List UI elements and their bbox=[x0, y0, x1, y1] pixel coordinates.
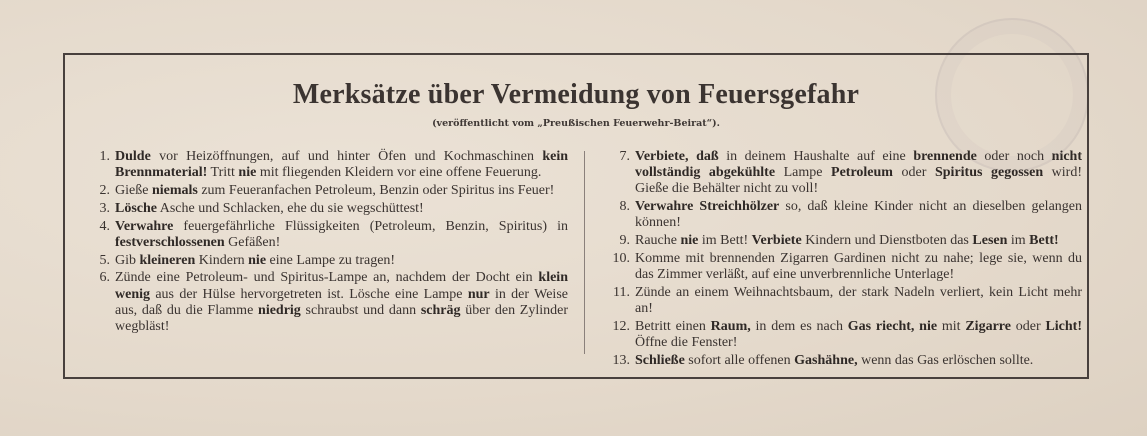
rule-segment: aus der Hülse hervorgetreten ist. Lösche eine Lampe bbox=[150, 286, 468, 302]
rule-emphasis: nie bbox=[680, 233, 699, 249]
rule-item bbox=[81, 253, 568, 269]
rule-text bbox=[115, 219, 568, 251]
rule-emphasis: nie bbox=[248, 252, 267, 268]
rule-item bbox=[81, 149, 568, 181]
rule-item bbox=[81, 183, 568, 199]
rule-text bbox=[635, 199, 1082, 231]
rule-segment: in deinem Haushalte auf eine bbox=[718, 149, 914, 164]
rule-number: 2. bbox=[99, 183, 110, 198]
rule-item bbox=[601, 251, 1082, 283]
rule-text bbox=[635, 233, 1082, 249]
rule-segment: zum Feueranfachen Petroleum, Benzin oder Spiritus ins Feuer! bbox=[197, 183, 555, 198]
rule-text bbox=[115, 149, 568, 181]
rule-emphasis: Spiritus gegossen bbox=[934, 165, 1044, 181]
rule-segment: in der Weise aus, daß du die Flamme bbox=[115, 286, 568, 318]
rule-text bbox=[115, 183, 568, 199]
rule-emphasis: Gas riecht, nie bbox=[847, 319, 938, 334]
rule-number: 8. bbox=[619, 199, 630, 215]
rule-emphasis: schräg bbox=[420, 302, 461, 318]
rule-emphasis: Schließe bbox=[635, 353, 685, 368]
rule-segment: vor Heizöffnungen, auf und hinter Öfen und Kochmaschinen bbox=[150, 149, 543, 164]
rule-item bbox=[601, 199, 1082, 231]
rule-emphasis: Verbiete bbox=[751, 233, 802, 249]
rule-emphasis: Lesen bbox=[972, 233, 1008, 249]
rule-segment: Betritt einen bbox=[635, 319, 711, 334]
rule-number: 10. bbox=[612, 251, 630, 266]
document-subtitle: (veröffentlicht vom „Preußischen Feuerwehr-Beirat“). bbox=[432, 118, 720, 129]
rule-emphasis: Gashähne, bbox=[794, 353, 858, 368]
rule-emphasis: Petroleum bbox=[831, 165, 893, 181]
rules-column-left bbox=[81, 149, 568, 337]
rule-emphasis: brennende bbox=[913, 149, 977, 164]
rule-emphasis: Verwahre Streichhölzer bbox=[635, 199, 780, 215]
rule-emphasis: Bett! bbox=[1029, 233, 1059, 249]
rule-segment: in dem es nach bbox=[750, 319, 848, 334]
rule-emphasis: kein Brennmaterial! bbox=[115, 149, 568, 181]
rule-text bbox=[635, 353, 1082, 369]
rule-text bbox=[635, 285, 1082, 317]
rule-segment: Asche und Schlacken, ehe du sie wegschüttest! bbox=[157, 200, 424, 216]
rule-number: 5. bbox=[99, 252, 110, 268]
rule-item bbox=[81, 219, 568, 251]
rule-segment: Kindern bbox=[195, 252, 249, 268]
rule-segment: oder noch bbox=[976, 149, 1052, 164]
rule-segment: oder bbox=[1010, 319, 1046, 334]
rule-segment: über den Zylinder wegbläst! bbox=[115, 302, 569, 334]
rule-emphasis: Raum, bbox=[710, 319, 751, 334]
rule-segment: Lampe bbox=[775, 165, 832, 181]
rule-emphasis: Verbiete, daß bbox=[635, 149, 719, 164]
rule-segment: schraubst und dann bbox=[300, 302, 421, 318]
rule-segment: Gefäßen! bbox=[224, 234, 281, 250]
rule-segment: wird! Gieße die Behälter nicht zu voll! bbox=[635, 165, 1083, 197]
rule-segment: so, daß kleine Kinder nicht an dieselben gelangen können! bbox=[635, 199, 1082, 231]
rule-segment: eine Lampe zu tragen! bbox=[266, 252, 396, 268]
rule-number: 4. bbox=[99, 218, 110, 234]
rule-emphasis: niedrig bbox=[258, 302, 301, 318]
rule-item bbox=[601, 285, 1082, 317]
rule-item bbox=[601, 149, 1082, 198]
rule-item bbox=[601, 233, 1082, 249]
rules-column-right bbox=[601, 149, 1082, 371]
rule-segment: Kindern und Dienstboten das bbox=[801, 233, 973, 249]
rule-emphasis: Dulde bbox=[115, 149, 151, 164]
rule-emphasis: klein wenig bbox=[115, 270, 568, 302]
rule-emphasis: Lösche bbox=[115, 200, 157, 216]
column-divider bbox=[584, 151, 585, 354]
rule-number: 7. bbox=[619, 149, 630, 164]
rule-item bbox=[601, 353, 1082, 369]
rule-emphasis: nicht vollständig abgekühlte bbox=[635, 149, 1082, 181]
rule-text bbox=[635, 149, 1082, 198]
rule-segment: Öffne die Fenster! bbox=[635, 335, 738, 351]
rule-segment: Zünde an einem Weihnachtsbaum, der stark Nadeln verliert, kein Licht mehr an! bbox=[635, 285, 1082, 317]
rule-segment: feuergefährliche Flüssigkeiten (Petroleum, Benzin, Spiritus) in bbox=[173, 218, 568, 234]
rule-emphasis: Verwahre bbox=[115, 218, 174, 234]
rule-emphasis: kleineren bbox=[139, 252, 196, 268]
rule-segment: oder bbox=[892, 165, 935, 181]
rule-item bbox=[81, 201, 568, 217]
rule-emphasis: nie bbox=[238, 165, 257, 181]
rule-segment: sofort alle offenen bbox=[684, 353, 795, 368]
rule-segment: wenn das Gas erlöschen sollte. bbox=[857, 353, 1034, 368]
rule-segment: Tritt bbox=[207, 165, 239, 181]
rule-number: 9. bbox=[619, 233, 630, 249]
notice-frame bbox=[63, 53, 1089, 379]
rule-emphasis: nur bbox=[467, 286, 490, 302]
rule-segment: im Bett! bbox=[698, 233, 752, 249]
rule-number: 1. bbox=[99, 149, 110, 164]
rule-segment: mit fliegenden Kleidern vor eine offene Feuerung. bbox=[256, 165, 542, 181]
rule-segment: Zünde eine Petroleum- und Spiritus-Lampe an, nachdem der Docht ein bbox=[115, 270, 539, 286]
rule-number: 3. bbox=[99, 200, 110, 216]
rule-item bbox=[601, 319, 1082, 351]
rule-emphasis: Licht! bbox=[1045, 319, 1082, 334]
rule-number: 12. bbox=[612, 319, 630, 334]
rule-emphasis: Zigarre bbox=[965, 319, 1011, 334]
rule-text bbox=[635, 319, 1082, 351]
rule-segment: mit bbox=[937, 319, 966, 334]
document-title: Merksätze über Vermeidung von Feuersgefahr bbox=[292, 79, 860, 110]
rule-number: 11. bbox=[613, 285, 630, 300]
rule-number: 13. bbox=[612, 353, 630, 368]
rule-segment: Gieße bbox=[115, 183, 152, 198]
rule-text bbox=[115, 253, 568, 269]
rule-segment: im bbox=[1007, 233, 1030, 249]
rule-emphasis: festverschlossenen bbox=[115, 234, 225, 250]
rule-emphasis: niemals bbox=[151, 183, 198, 198]
rule-segment: Komme mit brennenden Zigarren Gardinen nicht zu nahe; lege sie, wenn du das Zimmer verläßt, auf eine unverbrennliche Unterlage! bbox=[635, 251, 1082, 283]
rule-segment: Gib bbox=[115, 252, 140, 268]
rule-number: 6. bbox=[99, 270, 110, 286]
rule-text bbox=[635, 251, 1082, 283]
rule-text bbox=[115, 270, 568, 335]
rule-item bbox=[81, 270, 568, 335]
rule-segment: Rauche bbox=[635, 233, 681, 249]
rule-text bbox=[115, 201, 568, 217]
